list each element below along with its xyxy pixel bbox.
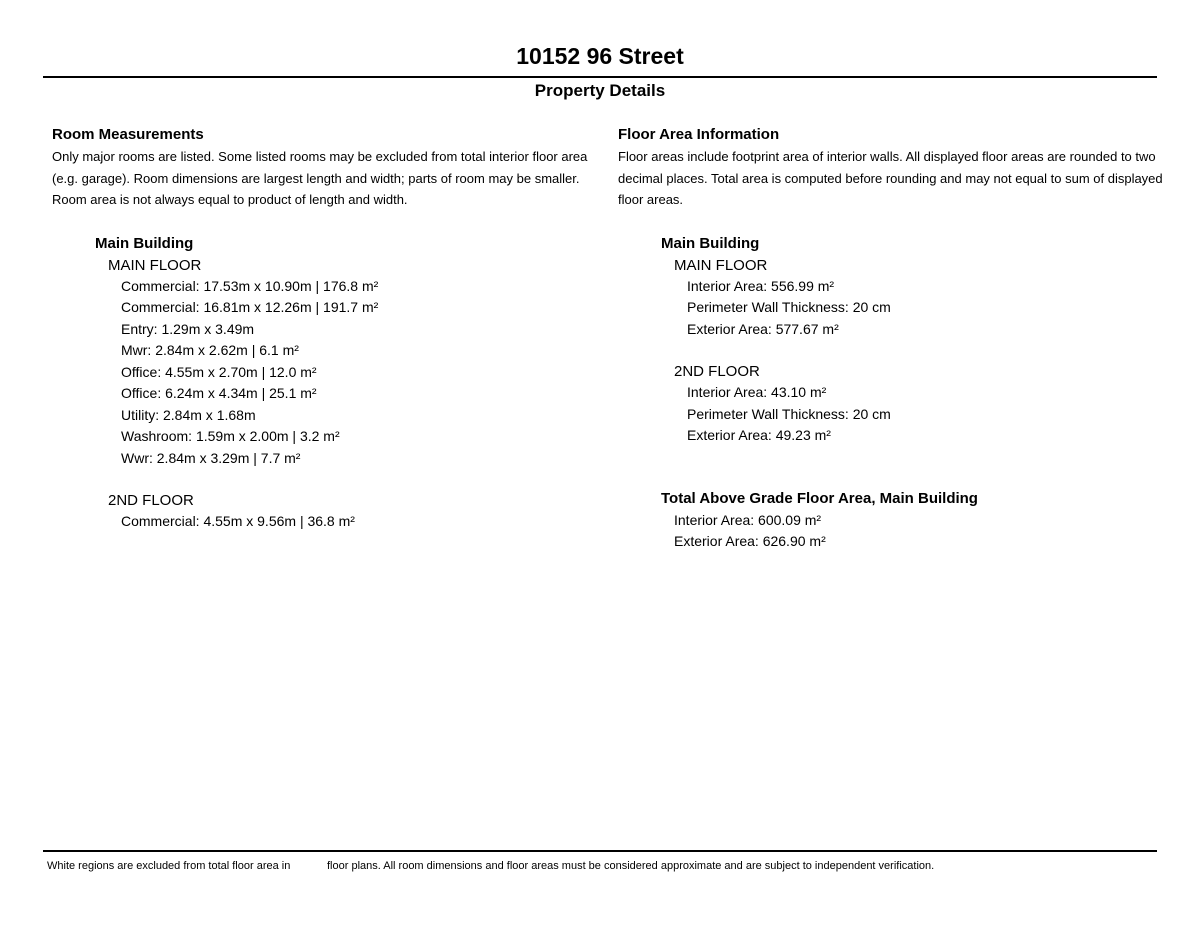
area-item: Exterior Area: 49.23 m² <box>687 427 831 443</box>
area-item: Perimeter Wall Thickness: 20 cm <box>687 299 891 315</box>
room-floor-2nd <box>95 490 592 533</box>
room-item: Washroom: 1.59m x 2.00m | 3.2 m² <box>121 428 340 444</box>
room-item: Wwr: 2.84m x 3.29m | 7.7 m² <box>121 449 301 466</box>
total-area-group <box>618 488 1168 553</box>
area-item: Interior Area: 43.10 m² <box>687 384 827 400</box>
room-item: Utility: 2.84m x 1.68m <box>121 406 256 423</box>
footer-note-part1: White regions are excluded from total floor area in <box>47 860 291 872</box>
room-item: Office: 4.55m x 2.70m | 12.0 m² <box>121 363 317 380</box>
area-building-group <box>618 233 1168 447</box>
room-item: Commercial: 17.53m x 10.90m | 176.8 m² <box>121 277 379 294</box>
page-title: 10152 96 Street <box>516 43 684 69</box>
footer-note-part2: floor plans. All room dimensions and floor areas must be considered approximate and are subject to independent verification. <box>327 860 935 872</box>
total-area-item: Exterior Area: 626.90 m² <box>674 533 826 549</box>
room-floor-main <box>95 255 592 470</box>
title-divider <box>43 76 1157 78</box>
room-item: Office: 6.24m x 4.34m | 25.1 m² <box>121 385 317 401</box>
room-floor-name: 2ND FLOOR <box>108 492 194 509</box>
area-floor-name: 2ND FLOOR <box>674 363 760 380</box>
area-item: Perimeter Wall Thickness: 20 cm <box>687 405 891 422</box>
room-item: Commercial: 16.81m x 12.26m | 191.7 m² <box>121 299 379 315</box>
area-floor-name: MAIN FLOOR <box>674 256 768 274</box>
area-building-name: Main Building <box>661 234 760 252</box>
area-item: Exterior Area: 577.67 m² <box>687 320 839 337</box>
room-item: Commercial: 4.55m x 9.56m | 36.8 m² <box>121 513 355 529</box>
area-item: Interior Area: 556.99 m² <box>687 277 835 294</box>
total-area-item: Interior Area: 600.09 m² <box>674 511 822 528</box>
area-floor-2nd <box>661 361 1168 447</box>
floor-area-description: Floor areas include footprint area of interior walls. All displayed floor areas are rounded to two decimal places. Total area is computed before rounding and may not equal to sum of displayed floor areas. <box>618 149 1163 207</box>
room-item: Entry: 1.29m x 3.49m <box>121 320 255 337</box>
room-measurements-section <box>52 124 592 533</box>
floor-area-section <box>618 124 1168 553</box>
room-measurements-description: Only major rooms are listed. Some listed rooms may be excluded from total interior floor area (e.g. garage). Room dimensions are largest length and width; parts of room may be smaller. Room area is not always equal to product of length and width. <box>52 149 588 207</box>
footer-divider <box>43 850 1157 852</box>
room-building-group <box>52 233 592 533</box>
total-area-heading: Total Above Grade Floor Area, Main Building <box>661 489 978 507</box>
room-measurements-heading: Room Measurements <box>52 126 204 143</box>
floor-area-heading: Floor Area Information <box>618 126 780 143</box>
room-item: Mwr: 2.84m x 2.62m | 6.1 m² <box>121 342 299 358</box>
area-floor-main <box>661 255 1168 341</box>
page-subtitle: Property Details <box>534 81 666 100</box>
room-floor-name: MAIN FLOOR <box>108 256 202 274</box>
room-building-name: Main Building <box>95 234 194 252</box>
